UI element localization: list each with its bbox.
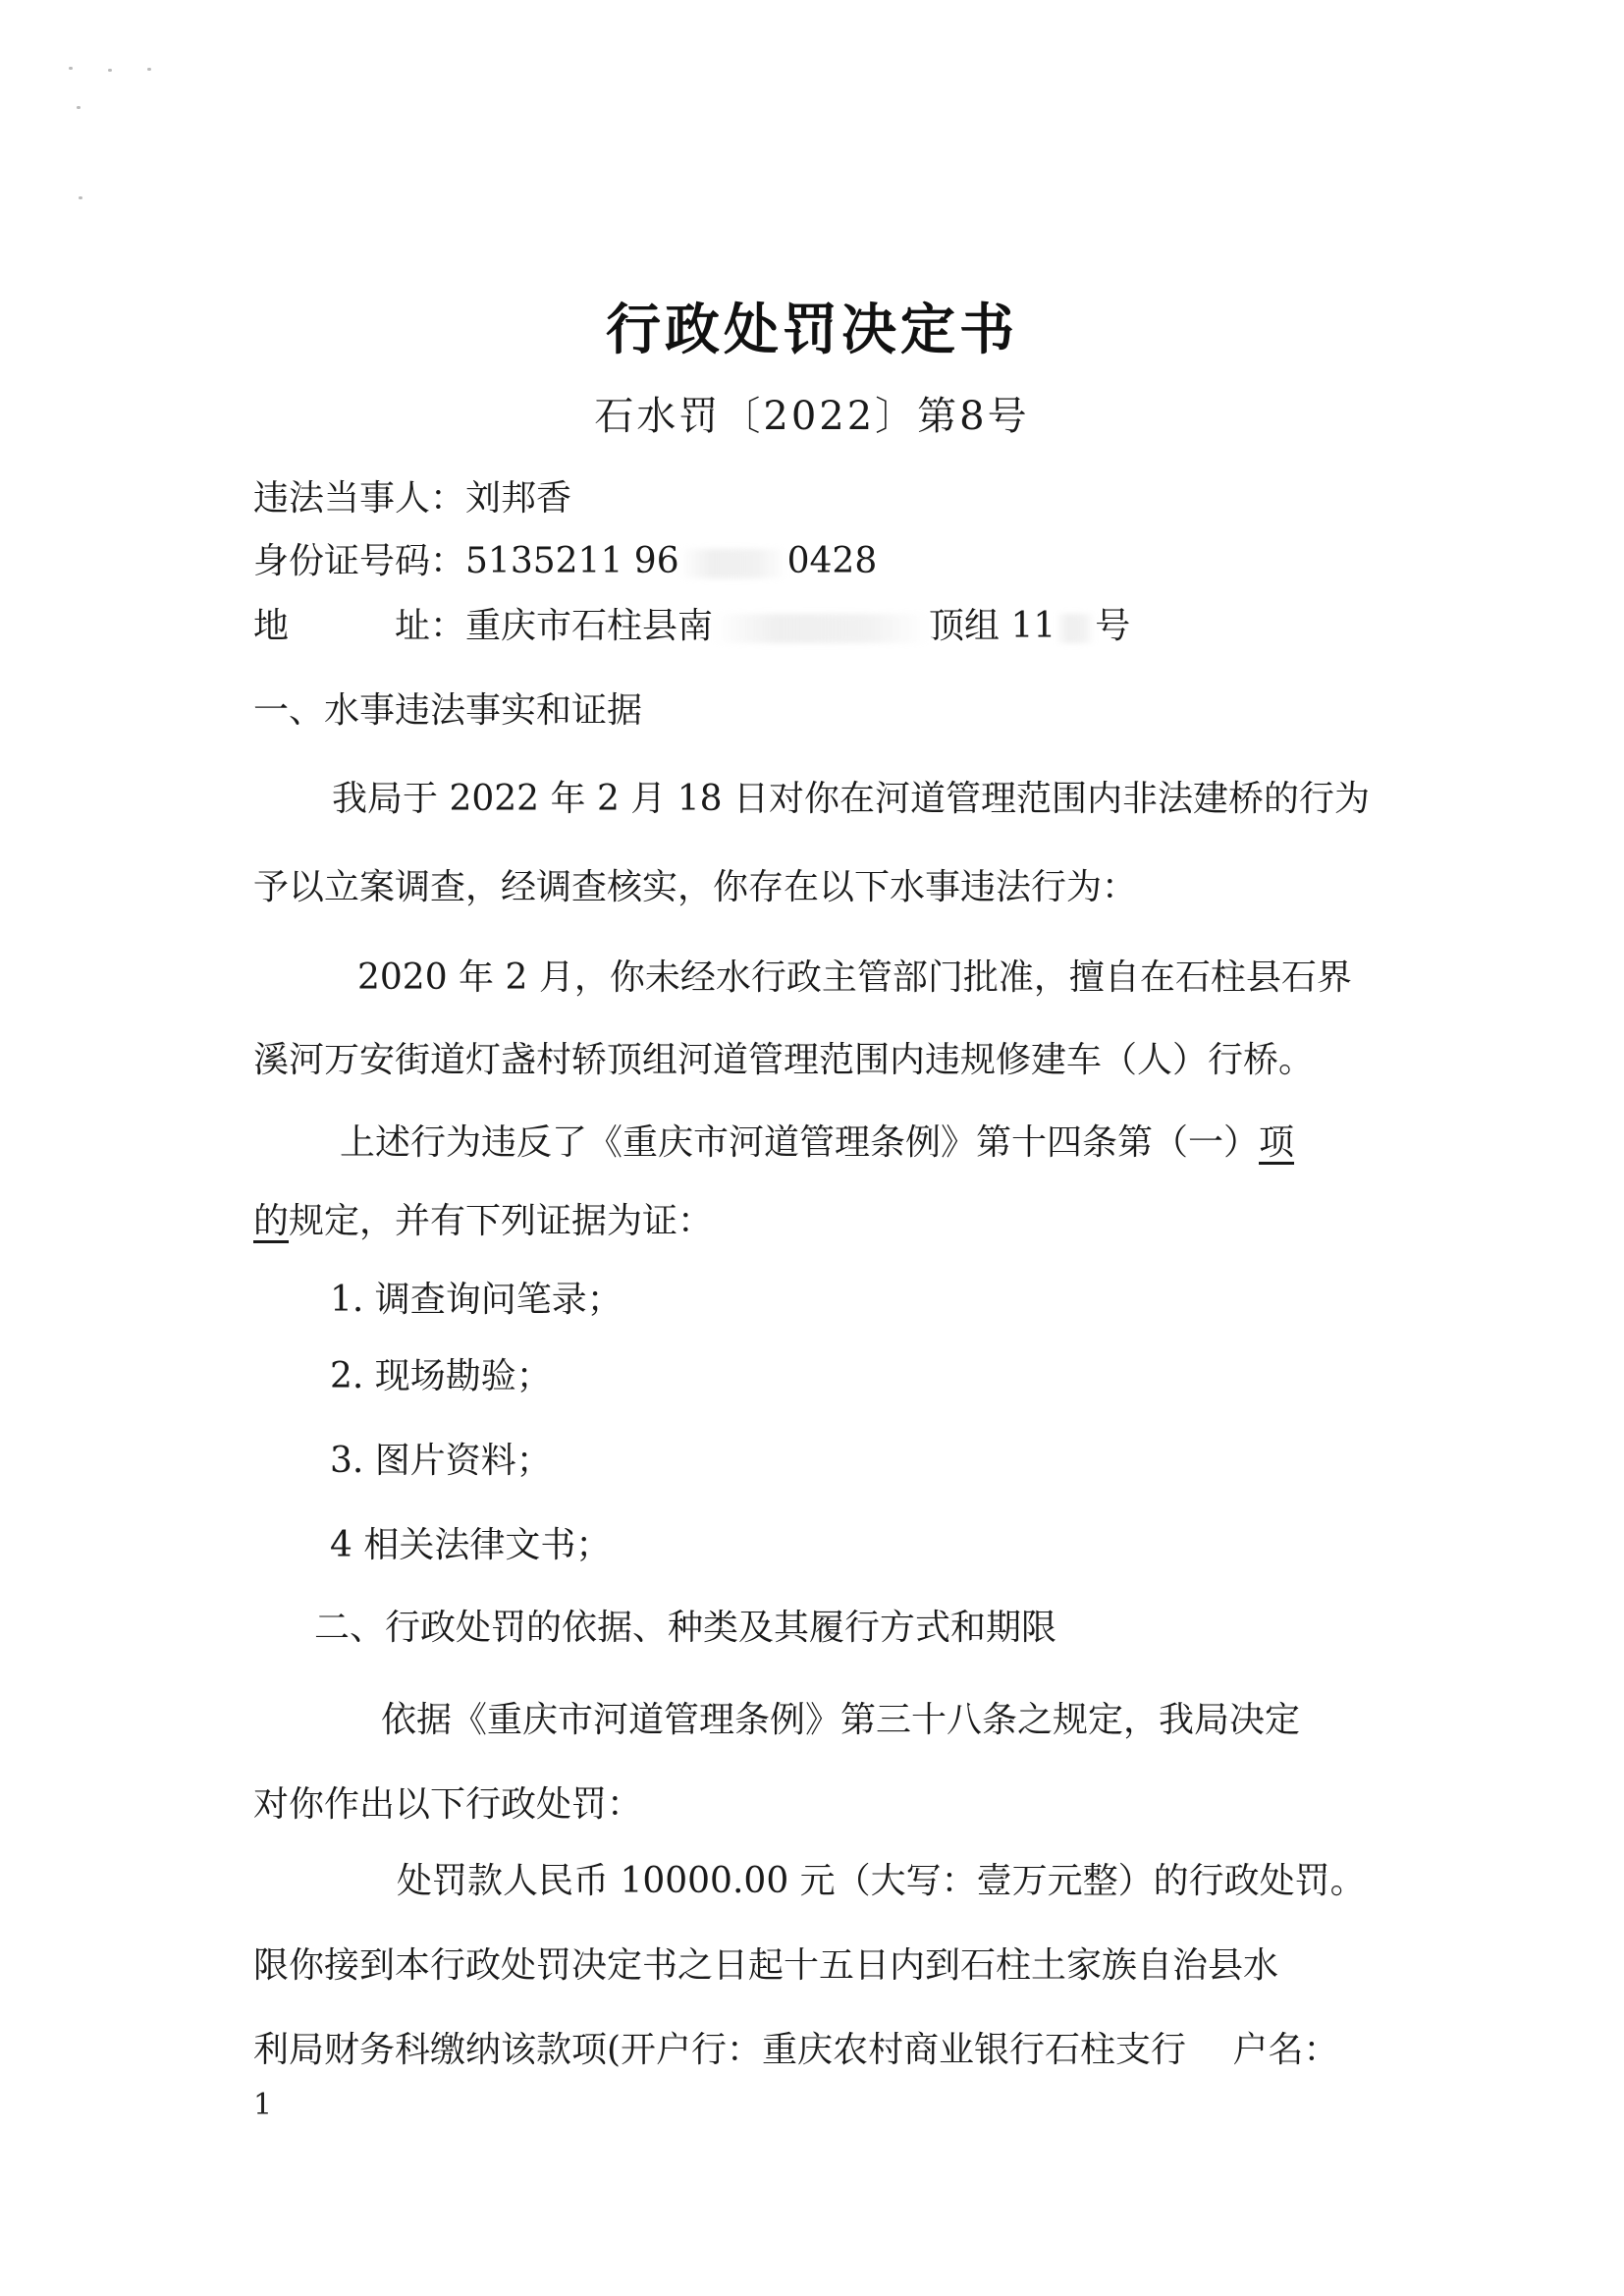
section2-para2-line2: 限你接到本行政处罚决定书之日起十五日内到石柱土家族自治县水 <box>253 1945 1279 1986</box>
party-name-label: 违法当事人： <box>253 478 466 519</box>
section2-para1-line1: 依据《重庆市河道管理条例》第三十八条之规定，我局决定 <box>381 1700 1301 1740</box>
evidence-item-1: 1. 调查询问笔录； <box>330 1280 623 1320</box>
document-title: 行政处罚决定书 <box>606 298 1018 362</box>
party-id-prefix: 5135211 96 <box>465 541 679 581</box>
scan-speck <box>79 196 82 199</box>
section1-para2-line1: 2020 年 2 月，你未经水行政主管部门批准，擅自在石柱县石界 <box>357 957 1352 998</box>
party-address-label: 地 址： <box>253 606 466 646</box>
redaction-blur <box>713 614 929 643</box>
scan-speck <box>108 69 112 72</box>
section1-para3-underlined-end: 项 <box>1259 1122 1295 1163</box>
party-id-label: 身份证号码： <box>253 541 466 581</box>
section1-para3-underlined-start: 的 <box>253 1201 290 1241</box>
scan-speck <box>69 67 73 70</box>
section1-para3-text2: 规定，并有下列证据为证： <box>289 1201 714 1241</box>
evidence-item-3: 3. 图片资料； <box>330 1441 552 1481</box>
section1-para3-line1 <box>253 1121 1382 1165</box>
party-id-line <box>253 540 1382 583</box>
section2-para2-line3: 利局财务科缴纳该款项(开户行：重庆农村商业银行石柱支行 户名： <box>253 2030 1339 2070</box>
evidence-item-2: 2. 现场勘验； <box>330 1356 552 1396</box>
scan-speck <box>77 106 81 109</box>
section1-para2-line2: 溪河万安街道灯盏村轿顶组河道管理范围内违规修建车（人）行桥。 <box>253 1040 1315 1080</box>
section2-para2-line1: 处罚款人民币 10000.00 元（大写：壹万元整）的行政处罚。 <box>397 1861 1366 1901</box>
party-name-line <box>253 477 1382 520</box>
party-id-suffix: 0428 <box>786 541 878 581</box>
evidence-item-4: 4 相关法律文书； <box>330 1525 612 1565</box>
party-address-prefix: 重庆市石柱县南 <box>465 606 714 646</box>
scan-speck <box>147 68 151 71</box>
section1-heading: 一、水事违法事实和证据 <box>253 690 643 731</box>
redaction-blur <box>679 549 787 578</box>
party-name: 刘邦香 <box>465 478 572 519</box>
redaction-blur <box>1056 614 1095 643</box>
party-address-middle: 顶组 11 <box>929 606 1056 646</box>
section2-heading: 二、行政处罚的依据、种类及其履行方式和期限 <box>314 1608 1057 1648</box>
section1-para3-text: 上述行为违反了《重庆市河道管理条例》第十四条第（一） <box>340 1122 1260 1163</box>
section1-para1-line2: 予以立案调查，经调查核实，你存在以下水事违法行为： <box>253 867 1138 907</box>
page-number: 1 <box>253 2088 273 2122</box>
party-address-suffix: 号 <box>1095 606 1131 646</box>
section1-para1-line1: 我局于 2022 年 2 月 18 日对你在河道管理范围内非法建桥的行为 <box>332 779 1370 819</box>
document-number: 石水罚〔2022〕第8号 <box>594 394 1030 439</box>
section1-para3-line2 <box>253 1200 1382 1243</box>
section2-para1-line2: 对你作出以下行政处罚： <box>253 1784 643 1825</box>
party-address-line <box>253 605 1382 648</box>
